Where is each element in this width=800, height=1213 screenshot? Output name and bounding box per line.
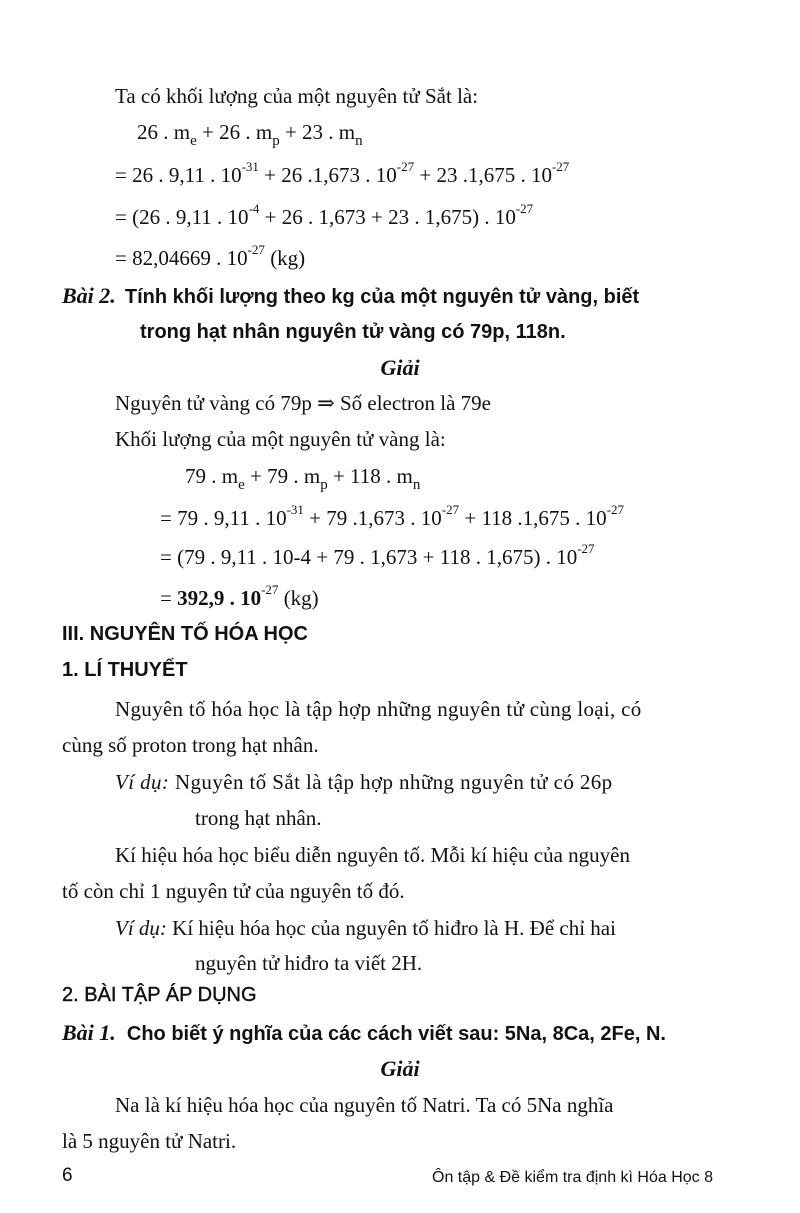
step-term: + 79 .1,673 . 10 xyxy=(303,506,442,530)
result-prefix: = xyxy=(160,586,178,610)
iron-mass-result xyxy=(115,242,306,270)
step-term: = (26 . 9,11 . 10 xyxy=(115,205,249,229)
result-unit: (kg) xyxy=(264,246,306,270)
gold-mass-step1 xyxy=(160,502,625,530)
gold-mass-intro: Khối lượng của một nguyên tử vàng là: xyxy=(115,427,446,451)
solution-heading: Giải xyxy=(380,355,420,380)
exponent: -27 xyxy=(441,502,460,517)
gold-mass-formula xyxy=(185,464,421,493)
formula-subscript: n xyxy=(355,133,363,149)
example1-line2: trong hạt nhân. xyxy=(195,806,322,830)
section-heading: III. NGUYÊN TỐ HÓA HỌC xyxy=(62,623,308,645)
gold-mass-step2 xyxy=(160,541,595,569)
iron-mass-formula xyxy=(137,120,363,149)
formula-subscript: e xyxy=(238,477,245,493)
page-number: 6 xyxy=(62,1165,73,1186)
theory-para2-line1: Kí hiệu hóa học biểu diễn nguyên tố. Mỗi kí hiệu của nguyên xyxy=(115,843,630,867)
exercise-text: Cho biết ý nghĩa của các cách viết sau: 5Na, 8Ca, 2Fe, N. xyxy=(126,1023,666,1045)
exponent: -27 xyxy=(551,159,570,174)
step-term: + 118 .1,675 . 10 xyxy=(459,506,607,530)
example2-line1: Ví dụ: Kí hiệu hóa học của nguyên tố hiđro là H. Để chỉ hai xyxy=(115,916,616,940)
theory-para1-line1: Nguyên tố hóa học là tập hợp những nguyên tử cùng loại, có xyxy=(115,697,642,721)
example2-line2: nguyên tử hiđro ta viết 2H. xyxy=(195,951,423,975)
iron-mass-step1 xyxy=(115,159,570,187)
formula-subscript: e xyxy=(190,133,197,149)
formula-subscript: p xyxy=(320,477,328,493)
exponent: -31 xyxy=(241,159,259,174)
answer-line1: Na là kí hiệu hóa học của nguyên tố Natri. Ta có 5Na nghĩa xyxy=(115,1093,614,1117)
exercise1-title xyxy=(62,1022,666,1044)
example-label: Ví dụ: xyxy=(115,916,167,940)
iron-mass-intro: Ta có khối lượng của một nguyên tử Sắt là: xyxy=(115,84,479,108)
exercise-text: Tính khối lượng theo kg của một nguyên tử vàng, biết xyxy=(124,286,640,308)
result-term: = 82,04669 . 10 xyxy=(115,246,248,270)
theory-para1-line2: cùng số proton trong hạt nhân. xyxy=(62,733,319,757)
iron-mass-step2 xyxy=(115,201,534,229)
formula-term: + 79 . m xyxy=(244,464,321,488)
exponent: -31 xyxy=(286,502,304,517)
step-term: = 79 . 9,11 . 10 xyxy=(160,506,287,530)
formula-term: + 118 . m xyxy=(327,464,413,488)
example-label: Ví dụ: xyxy=(115,770,170,794)
formula-subscript: p xyxy=(272,133,280,149)
gold-electrons: Nguyên tử vàng có 79p ⇒ Số electron là 79e xyxy=(115,391,491,415)
result-unit: (kg) xyxy=(278,586,319,610)
running-title: Ôn tập & Đề kiểm tra định kì Hóa Học 8 xyxy=(432,1169,714,1186)
exponent: -27 xyxy=(396,159,415,174)
gold-mass-result xyxy=(160,582,319,610)
exercise-label: Bài 2. xyxy=(62,283,116,308)
exponent: -27 xyxy=(261,582,279,597)
example1-line1: Ví dụ: Nguyên tố Sắt là tập hợp những nguyên tử có 26p xyxy=(115,770,613,794)
answer-line2: là 5 nguyên tử Natri. xyxy=(62,1129,237,1153)
exercise-label: Bài 1. xyxy=(62,1020,116,1045)
step-term: + 23 .1,675 . 10 xyxy=(414,163,552,187)
result-value: 392,9 . 10 xyxy=(177,586,262,610)
theory-heading: 1. LÍ THUYẾT xyxy=(62,659,188,681)
exercise2-title-line1 xyxy=(62,285,639,307)
solution-heading: Giải xyxy=(380,1056,420,1081)
formula-subscript: n xyxy=(412,477,421,493)
exponent: -27 xyxy=(577,541,595,556)
step-term: + 26 .1,673 . 10 xyxy=(258,163,397,187)
exponent: -4 xyxy=(248,201,260,216)
exponent: -27 xyxy=(606,502,625,517)
formula-term: 26 . m xyxy=(137,120,191,144)
step-term: = 26 . 9,11 . 10 xyxy=(115,163,242,187)
exponent: -27 xyxy=(515,201,534,216)
step-term: = (79 . 9,11 . 10-4 + 79 . 1,673 + 118 . 1,675) . 10 xyxy=(160,545,578,569)
exponent: -27 xyxy=(247,242,265,257)
formula-term: + 23 . m xyxy=(279,120,356,144)
exercise2-title-line2: trong hạt nhân nguyên tử vàng có 79p, 118n. xyxy=(140,321,566,343)
step-term: + 26 . 1,673 + 23 . 1,675) . 10 xyxy=(259,205,516,229)
formula-term: + 26 . m xyxy=(196,120,273,144)
formula-term: 79 . m xyxy=(185,464,239,488)
theory-para2-line2: tố còn chỉ 1 nguyên tử của nguyên tố đó. xyxy=(62,879,405,903)
practice-heading: 2. BÀI TẬP ÁP DỤNG xyxy=(62,984,257,1006)
